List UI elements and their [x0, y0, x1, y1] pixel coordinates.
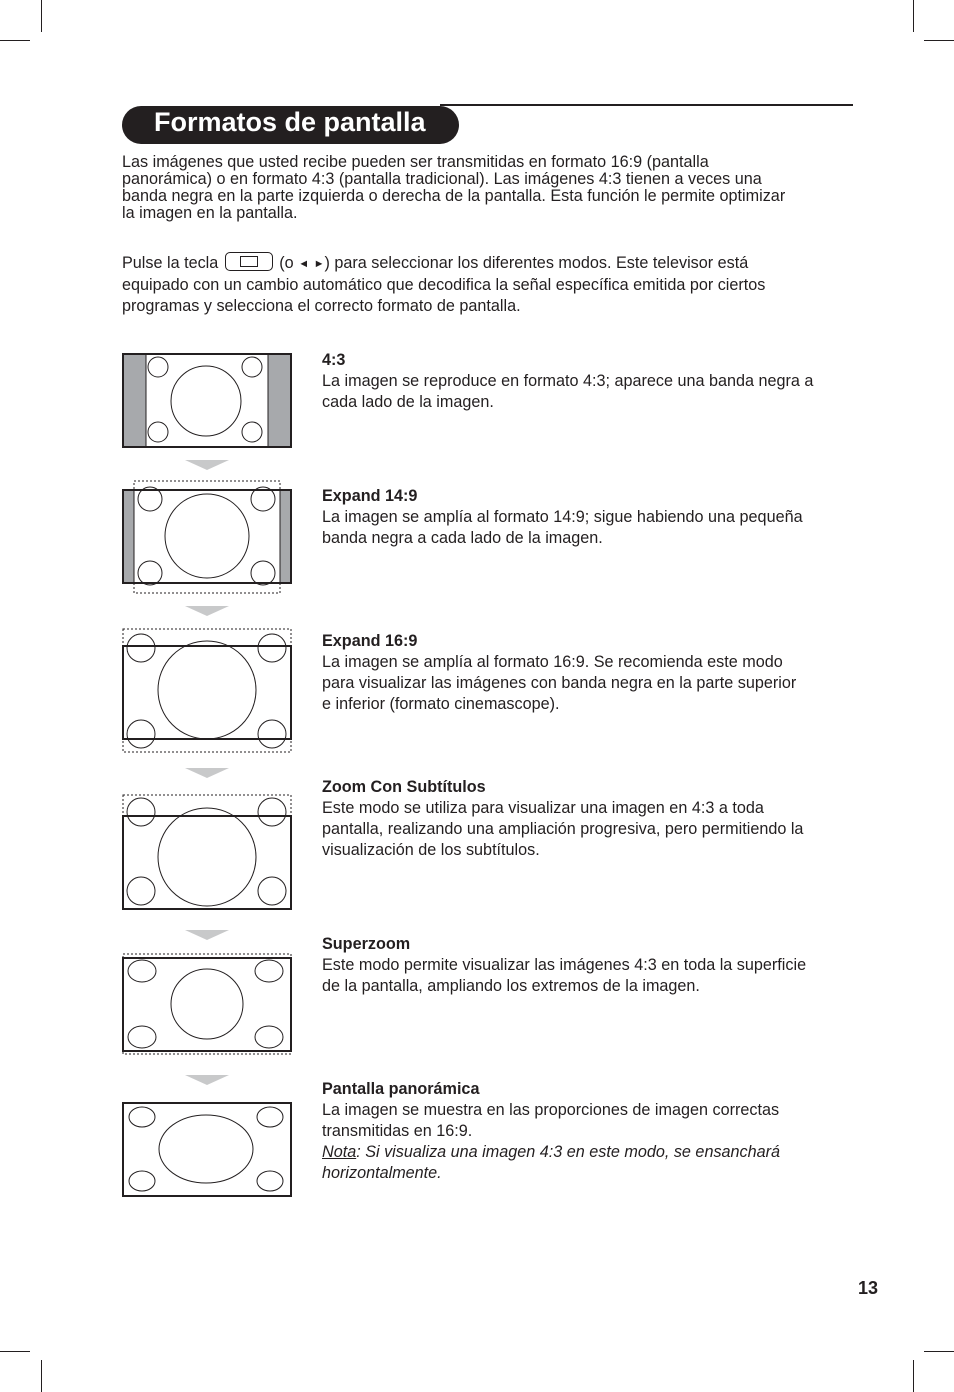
format-superzoom-diagram [122, 953, 292, 1055]
mode-heading: Superzoom [322, 935, 411, 953]
format-4-3-diagram [122, 353, 292, 448]
mode-description-line: La imagen se reproduce en formato 4:3; aparece una banda negra a [322, 372, 814, 390]
crop-mark [41, 0, 42, 32]
mode-heading: 4:3 [322, 351, 346, 369]
note-label: Nota [322, 1143, 357, 1161]
mode-description-line: La imagen se muestra en las proporciones de imagen correctas [322, 1101, 780, 1119]
crop-mark [913, 0, 914, 32]
crop-mark [0, 40, 30, 41]
mode-description-line: La imagen se amplía al formato 16:9. Se recomienda este modo [322, 653, 783, 671]
connector-arrow-icon [185, 768, 229, 778]
connector-arrow-icon [185, 460, 229, 470]
intro-line: Las imágenes que usted recibe pueden ser transmitidas en formato 16:9 (pantalla [122, 153, 709, 171]
mode-description-line: transmitidas en 16:9. [322, 1122, 473, 1140]
mode-4-3 [322, 350, 858, 413]
mode-description-line: Este modo permite visualizar las imágenes 4:3 en toda la superficie [322, 956, 807, 974]
crop-mark [41, 1360, 42, 1392]
mode-description-line: visualización de los subtítulos. [322, 841, 540, 859]
mode-description-line: pantalla, realizando una ampliación progresiva, pero permitiendo la [322, 820, 804, 838]
instructions-line: equipado con un cambio automático que decodifica la señal específica emitida por ciertos [122, 276, 766, 294]
mode-description-line: e inferior (formato cinemascope). [322, 695, 560, 713]
instructions-paragraph [122, 252, 765, 317]
connector-arrow-icon [185, 930, 229, 940]
crop-mark [924, 1351, 954, 1352]
mode-description-line: Este modo se utiliza para visualizar una imagen en 4:3 a toda [322, 799, 764, 817]
mode-expand-16-9 [322, 631, 858, 715]
intro-line: panorámica) o en formato 4:3 (pantalla tradicional). Las imágenes 4:3 tienen a veces una [122, 170, 762, 188]
instructions-text: ) para seleccionar los diferentes modos. Este televisor está [324, 254, 749, 272]
mode-zoom-subtitles [322, 777, 858, 861]
instructions-line: programas y selecciona el correcto formato de pantalla. [122, 297, 521, 315]
crop-mark [924, 40, 954, 41]
format-expand-16-9-diagram [122, 628, 292, 753]
format-widescreen-diagram [122, 1102, 292, 1198]
mode-note [322, 1142, 858, 1184]
arrow-right-icon: ► [313, 258, 325, 270]
crop-mark [913, 1360, 914, 1392]
mode-description-line: de la pantalla, ampliando los extremos de la imagen. [322, 977, 700, 995]
mode-expand-14-9 [322, 486, 858, 549]
connector-arrow-icon [185, 606, 229, 616]
mode-heading: Zoom Con Subtítulos [322, 778, 486, 796]
note-text: : Si visualiza una imagen 4:3 en este modo, se ensanchará [356, 1143, 781, 1161]
mode-superzoom [322, 934, 858, 997]
crop-mark [0, 1351, 30, 1352]
mode-description-line: para visualizar las imágenes con banda negra en la parte superior [322, 674, 797, 692]
mode-description-line: La imagen se amplía al formato 14:9; sigue habiendo una pequeña [322, 508, 803, 526]
mode-widescreen [322, 1079, 858, 1184]
format-expand-14-9-diagram [122, 480, 292, 594]
mode-heading: Pantalla panorámica [322, 1080, 480, 1098]
instructions-text: Pulse la tecla [122, 254, 219, 272]
instructions-line [122, 252, 765, 275]
connector-arrow-icon [185, 1075, 229, 1085]
mode-description-line: banda negra a cada lado de la imagen. [322, 529, 603, 547]
arrow-left-icon: ◄ [298, 258, 310, 270]
page-number: 13 [858, 1278, 879, 1298]
format-zoom-subtitles-diagram [122, 794, 292, 910]
mode-heading: Expand 14:9 [322, 487, 418, 505]
title-rule [440, 104, 853, 106]
page-title: Formatos de pantalla [122, 106, 459, 144]
mode-heading: Expand 16:9 [322, 632, 418, 650]
intro-line: la imagen en la pantalla. [122, 204, 298, 222]
instructions-text: (o [279, 254, 294, 272]
intro-line: banda negra en la parte izquierda o derecha de la pantalla. Esta función le permite optimizar [122, 187, 786, 205]
mode-description-line: cada lado de la imagen. [322, 393, 494, 411]
note-text: horizontalmente. [322, 1164, 442, 1182]
intro-paragraph [122, 154, 785, 222]
screen-format-key-icon [225, 252, 273, 271]
